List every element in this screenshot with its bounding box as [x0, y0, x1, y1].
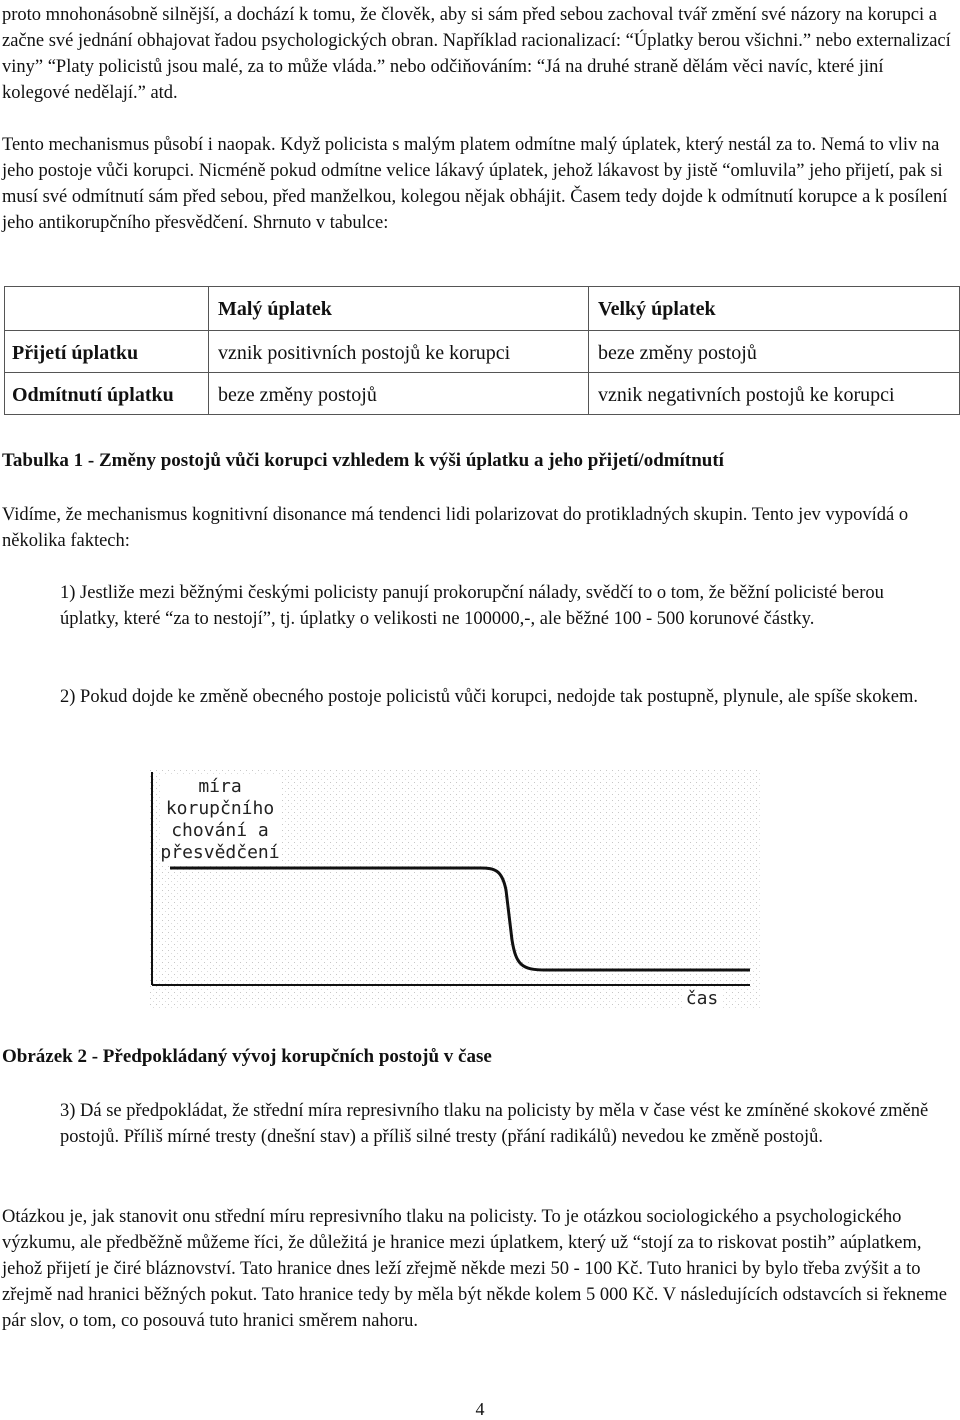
attitude-figure [150, 770, 760, 1010]
table-row-label-accept: Přijetí úplatku [12, 342, 139, 364]
point-one: 1) Jestliže mezi běžnými českými policisty panují prokorupční nálady, svědčí to o tom, že běžní policisté berou úplatky, které “za to nestojí”, tj. úplatky o velikosti ne 100000,-, ale běžné 100 - 500 korunové částky. [60, 583, 884, 629]
table-cell-refuse-small: beze změny postojů [218, 384, 377, 406]
figure-caption: Obrázek 2 - Předpokládaný vývoj korupčních postojů v čase [2, 1046, 492, 1067]
y-label-line-4: přesvědčení [160, 842, 280, 863]
table-header-large-bribe: Velký úplatek [598, 298, 716, 320]
y-label-line-1: míra [198, 776, 242, 797]
y-label-line-2: korupčního [165, 798, 275, 819]
paragraph-threshold: Otázkou je, jak stanovit onu střední míru represivního tlaku na policisty. To je otázkou sociologického a psychologického výzkumu, ale předběžně můžeme říci, že důležitá je hranice mezi úplatkem, který už “stojí za to riskovat postih” aúplatkem, jehož přijetí je čiré bláznovství. Tato hranice dnes leží zřejmě někde mezi 50 - 100 Kč. Tuto hranici by bylo třeba zvýšit a to zřejmě nad hranici běžných pokut. Tato hranice tedy by měla být někde kolem 5 000 Kč. V následujících odstavcích si řekneme pár slov, o tom, co posouvá tuto hranici směrem nahoru. [2, 1207, 947, 1331]
table-caption: Tabulka 1 - Změny postojů vůči korupci vzhledem k výši úplatku a jeho přijetí/odmítnutí [2, 450, 724, 471]
paragraph-polarization: Vidíme, že mechanismus kognitivní disonance má tendenci lidi polarizovat do protikladných skupin. Tento jev vypovídá o několika faktech: [2, 505, 909, 551]
figure-y-label [160, 776, 280, 864]
paragraph-mechanism: Tento mechanismus působí i naopak. Když policista s malým platem odmítne malý úplatek, který nestál za to. Nemá to vliv na jeho postoje vůči korupci. Nicméně pokud odmítne velice lákavý úplatek, jehož lákavost by jistě “omluvila” jeho přijetí, pak si musí své odmítnutí sám před sebou, před manželkou, kolegou nějak obhájit. Časem tedy dojde k odmítnutí korupce a k posílení jeho antikorupčního přesvědčení. Shrnuto v tabulce: [2, 135, 948, 233]
table-cell-accept-small: vznik positivních postojů ke korupci [218, 342, 511, 364]
table-cell-accept-large: beze změny postojů [598, 342, 757, 364]
table-cell-refuse-large: vznik negativních postojů ke korupci [598, 384, 895, 406]
point-two: 2) Pokud dojde ke změně obecného postoje policistů vůči korupci, nedojde tak postupně, plynule, ale spíše skokem. [60, 687, 919, 707]
attitude-table [4, 286, 960, 416]
table-header-small-bribe: Malý úplatek [218, 298, 332, 320]
table-row-label-refuse: Odmítnutí úplatku [12, 384, 174, 406]
y-label-line-3: chování a [171, 820, 269, 841]
figure-x-label: čas [682, 988, 722, 1010]
point-three: 3) Dá se předpokládat, že střední míra represivního tlaku na policisty by měla v čase vést ke zmíněné skokové změně postojů. Příliš mírné tresty (dnešní stav) a příliš silné tresty (přání radikálů) nevedou ke změně postojů. [60, 1101, 929, 1147]
page-number: 4 [475, 1399, 485, 1419]
paragraph-intro: proto mnohonásobně silnější, a dochází k tomu, že člověk, aby si sám před sebou zachoval tvář změní své názory na korupci a začne své jednání obhajovat řadou psychologických obran. Například racionalizací: “Úplatky berou všichni.” nebo externalizací viny” “Platy policistů jsou malé, za to může vláda.” nebo odčiňováním: “Já na druhé straně dělám věci navíc, které jiní kolegové nedělají.” atd. [2, 5, 951, 103]
